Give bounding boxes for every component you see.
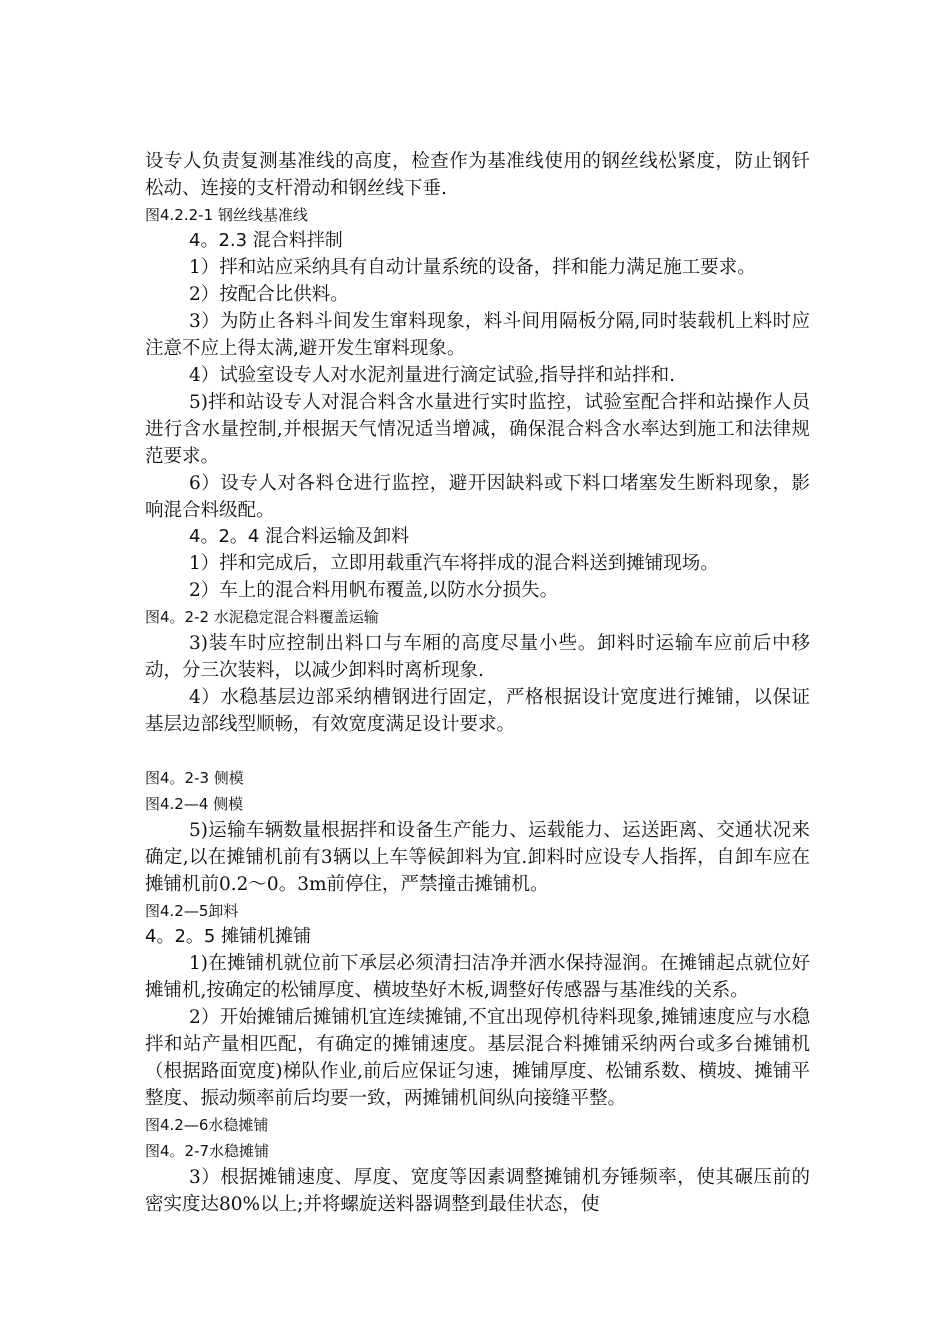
figure-caption: 图4。2-3 侧模 (145, 769, 244, 787)
document-page (145, 148, 810, 1218)
section-heading: 4。2。5 摊铺机摊铺 (145, 926, 312, 947)
section-heading: 4。2。4 混合料运输及卸料 (189, 526, 410, 547)
body-paragraph: 1)在摊铺机就位前下承层必须清扫洁净并洒水保持湿润。在摊铺起点就位好摊铺机,按确定的松铺厚度、横坡垫好木板,调整好传感器与基准线的关系。 (145, 953, 810, 1001)
figure-caption: 图4.2.2-1 钢丝线基准线 (145, 206, 308, 224)
body-paragraph: 1）拌和完成后，立即用载重汽车将拌成的混合料送到摊铺现场。 (189, 553, 719, 574)
body-paragraph: 4）试验室设专人对水泥剂量进行滴定试验,指导拌和站拌和. (189, 365, 676, 386)
body-paragraph: 2）按配合比供料。 (189, 284, 349, 305)
section-heading: 4。2.3 混合料拌制 (189, 230, 343, 251)
body-paragraph: 3）为防止各料斗间发生窜料现象，料斗间用隔板分隔,同时装载机上料时应注意不应上得太满,避开发生窜料现象。 (145, 311, 810, 359)
figure-caption: 图4。2-7水稳摊铺 (145, 1142, 270, 1160)
body-paragraph: 3)装车时应控制出料口与车厢的高度尽量小些。卸料时运输车应前后中移动，分三次装料，以减少卸料时离析现象. (145, 633, 810, 681)
body-paragraph: 2）车上的混合料用帆布覆盖,以防水分损失。 (189, 580, 559, 601)
figure-caption: 图4.2—5卸料 (145, 902, 239, 920)
body-paragraph: 5)拌和站设专人对混合料含水量进行实时监控，试验室配合拌和站操作人员进行含水量控制,并根据天气情况适当增减，确保混合料含水率达到施工和法律规范要求。 (145, 392, 810, 467)
figure-caption: 图4.2—6水稳摊铺 (145, 1116, 269, 1134)
body-paragraph: 1）拌和站应采纳具有自动计量系统的设备，拌和能力满足施工要求。 (189, 257, 756, 278)
body-paragraph: 设专人负责复测基准线的高度，检查作为基准线使用的钢丝线松紧度，防止钢钎松动、连接的支杆滑动和钢丝线下垂. (145, 151, 810, 199)
body-paragraph: 6）设专人对各料仓进行监控，避开因缺料或下料口堵塞发生断料现象，影响混合料级配。 (145, 473, 810, 521)
body-paragraph: 4）水稳基层边部采纳槽钢进行固定，严格根据设计宽度进行摊铺，以保证基层边部线型顺畅，有效宽度满足设计要求。 (145, 687, 810, 735)
body-paragraph: 2）开始摊铺后摊铺机宜连续摊铺,不宜出现停机待料现象,摊铺速度应与水稳拌和站产量相匹配，有确定的摊铺速度。基层混合料摊铺采纳两台或多台摊铺机（根据路面宽度)梯队作业,前后应保证匀速，摊铺厚度、松铺系数、横坡、摊铺平整度、振动频率前后均要一致，两摊铺机间纵向接缝平整。 (145, 1007, 810, 1109)
figure-caption: 图4.2—4 侧模 (145, 795, 244, 813)
figure-caption: 图4。2-2 水泥稳定混合料覆盖运输 (145, 608, 379, 626)
body-paragraph: 3）根据摊铺速度、厚度、宽度等因素调整摊铺机夯锤频率，使其碾压前的密实度达80%以上;并将螺旋送料器调整到最佳状态，使 (145, 1167, 810, 1215)
body-paragraph: 5)运输车辆数量根据拌和设备生产能力、运载能力、运送距离、交通状况来确定,以在摊铺机前有3辆以上车等候卸料为宜.卸料时应设专人指挥，自卸车应在摊铺机前0.2～0。3m前停住，严禁撞击摊铺机。 (145, 820, 810, 895)
blank-space (145, 738, 810, 765)
